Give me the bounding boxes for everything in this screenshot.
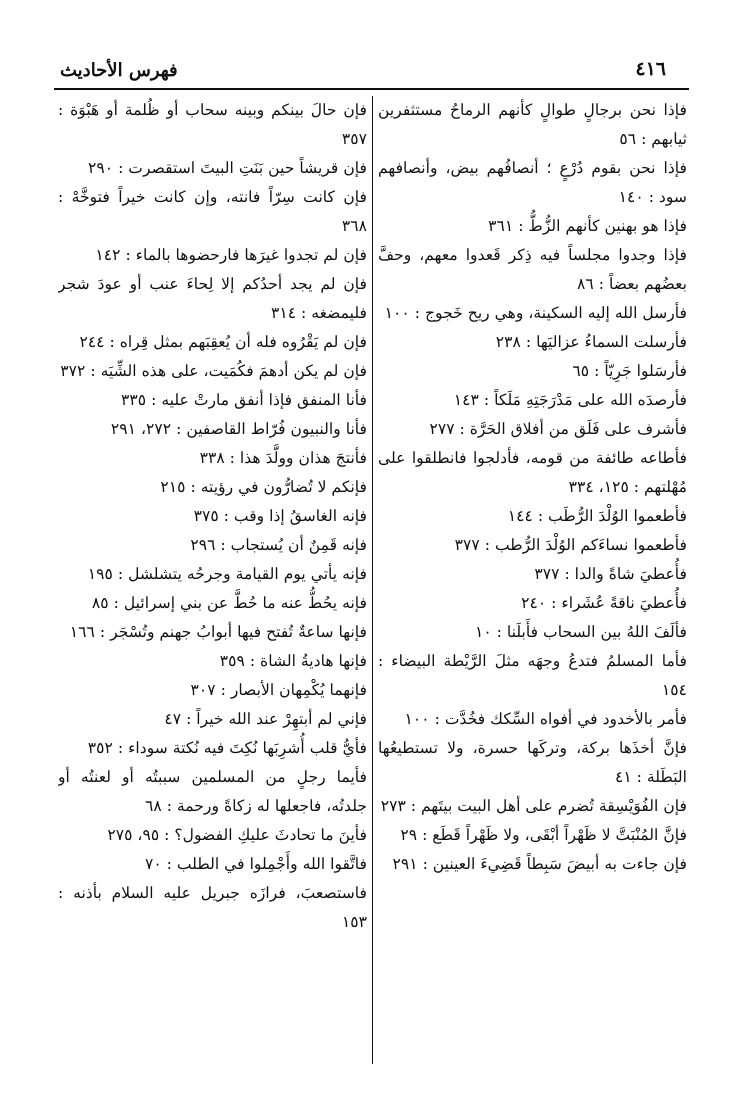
hadith-index-entry: فإن الفُوَيْسِقة تُضرم على أهل البيت بيتَهم : ٢٧٣ [380,797,687,815]
hadith-index-entry: فإنه يأتي يوم القيامة وجرحُه يتشلشل : ١٩٥ [87,565,367,583]
hadith-index-entry: فاستصعبَ، فرازَه جبريل عليه السلام بأذنه : ١٥٣ [58,884,367,931]
hadith-index-entry: فإن قريشاً حين بَنَتِ البيتَ استقصرت : ٢٩٠ [88,159,367,177]
hadith-index-entry: فألَفَ اللهُ بين السحاب فأَبلَنا : ١٠ [474,623,687,641]
hadith-index-entry: فإنَّ المُنْبَتَّ لا ظَهْراً أبْقَى، ولا ظَهْراً قَطَع : ٢٩ [400,826,687,844]
hadith-index-entry: فإنه قَمِنٌ أن يُستجاب : ٢٩٦ [190,536,367,554]
page-number: ٤١٦ [635,58,666,80]
hadith-index-entry: فأشرف على فَلَق من أفلاق الحَرَّة : ٢٧٧ [429,420,687,438]
hadith-index-entry: فأرسَلوا جَرِيّاً : ٦٥ [572,362,687,380]
header-rule [54,88,689,90]
hadith-index-entry: فإنها هاديةُ الشاة : ٣٥٩ [219,652,367,670]
hadith-index-entry: فأيُّ قلب أُشرِبَها نُكِتَ فيه نُكتة سوداء : ٣٥٢ [87,739,367,757]
hadith-index-entry: فأرسلت السماءُ عزاليَها : ٢٣٨ [495,333,687,351]
hadith-index-entry: فأنا والنبيون فُرّاط القاصفين : ٢٧٢، ٢٩١ [110,420,367,438]
hadith-index-entry: فأُعطيَ شاةً والدا : ٣٧٧ [534,565,687,583]
hadith-index-entry: فإنكم لا تُضارُّون في رؤيته : ٢١٥ [160,478,367,496]
hadith-index-entry: فأرصدَه الله على مَدْرَجَتِهِ مَلَكاً : ١٤٣ [453,391,687,409]
hadith-index-entry: فإنها ساعةٌ تُفتح فيها أبوابُ جهنم وتُسْجَر : ١٦٦ [69,623,367,641]
hadith-index-entry: فإنَّ أخذَها بركة، وتركَها حسرة، ولا تستطيعُها البَطَلة : ٤١ [378,739,687,786]
right-column [378,96,688,1071]
hadith-index-entry: فإن كانت سِرّاً فانته، وإن كانت خيراً فتوخَّهْ : ٣٦٨ [58,188,367,235]
hadith-index-entry: فأيما رجلٍ من المسلمين سببتُه أو لعنتُه أو جلدتُه، فاجعلها له زكاةً ورحمة : ٦٨ [58,768,367,815]
hadith-index-entry: فإذا نحن بقوم دُرْعٍ ؛ أنصافُهم بيض، وأنصافهم سود : ١٤٠ [378,159,687,206]
hadith-index-entry: فإذا نحن برجالٍ طوالٍ كأنهم الرماحُ مستثفرين ثيابهم : ٥٦ [378,101,687,148]
hadith-index-entry: فأنتجَ هذان وولَّدَ هذا : ٣٣٨ [199,449,367,467]
hadith-index-entry: فإني لم أبتهِرْ عند الله خيراً : ٤٧ [164,710,367,728]
hadith-index-entry: فأُعطيَ ناقةً عُشَراء : ٢٤٠ [521,594,687,612]
hadith-index-entry: فأينَ ما تحادثَ عليكِ الفضول؟ : ٩٥، ٢٧٥ [107,826,367,844]
hadith-index-entry: فإن لم يجد أحدُكم إلا لِحاءَ عنب أو عودَ شجر فليمضغه : ٣١٤ [58,275,367,322]
hadith-index-entry: فإن جاءت به أبيضَ سَبِطاً قَضِيءَ العينين : ٢٩١ [392,855,687,873]
hadith-index-entry: فإن لم يكن أدهمَ فكُمَيت، على هذه الشِّيَه : ٣٧٢ [60,362,367,380]
hadith-index-entry: فإن لم تجدوا غيرَها فارحضوها بالماء : ١٤٢ [95,246,367,264]
hadith-index-entry: فأمر بالأخدود في أفواه السِّكك فخُدَّت : ١٠٠ [404,710,687,728]
hadith-index-entry: فإذا وجدوا مجلساً فيه ذِكر قَعدوا معهم، وحفَّ بعضُهم بعضاً : ٨٦ [378,246,687,293]
hadith-index-entry: فأرسل الله إليه السكينة، وهي ريح خَجوج : ١٠٠ [384,304,687,322]
hadith-index-entry: فإذا هو بهنين كأنهم الزُّطُّ : ٣٦١ [488,217,687,235]
running-head-title: فهرس الأحاديث [60,60,178,81]
hadith-index-entry: فأطعموا الوُلْدَ الرُّطَب : ١٤٤ [507,507,687,525]
hadith-index-entry: فأما المسلمُ فتدعُ وجهَه مثلَ الرَّيْطة البيضاء : ١٥٤ [378,652,687,699]
hadith-index-entry: فإنه الغاسقُ إذا وقب : ٣٧٥ [193,507,367,525]
hadith-index-entry: فاتَّقوا الله وأَجْمِلوا في الطلب : ٧٠ [144,855,367,873]
hadith-index-entry: فأطعموا نساءَكم الوُلْدَ الرُّطب : ٣٧٧ [454,536,687,554]
hadith-index-entry: فأنا المنفق فإذا أنفق مارتْ عليه : ٣٣٥ [121,391,367,409]
left-column [58,96,368,1071]
hadith-index-entry: فإنهما يُكْمِهان الأبصار : ٣٠٧ [190,681,367,699]
hadith-index-entry: فإنه يحُطُّ عنه ما حُطَّ عن بني إسرائيل : ٨٥ [91,594,367,612]
column-divider [372,96,373,1064]
hadith-index-entry: فإن لم يَقْرُوه فله أن يُعقِبَهم بمثل قِراه : ٢٤٤ [79,333,367,351]
hadith-index-entry: فإن حالَ بينكم وبينه سحاب أو ظُلمة أو هَبْوَة : ٣٥٧ [58,101,367,148]
hadith-index-entry: فأطاعه طائفة من قومه، فأدلجوا فانطلقوا على مُهْلتهم : ١٢٥، ٣٣٤ [378,449,687,496]
